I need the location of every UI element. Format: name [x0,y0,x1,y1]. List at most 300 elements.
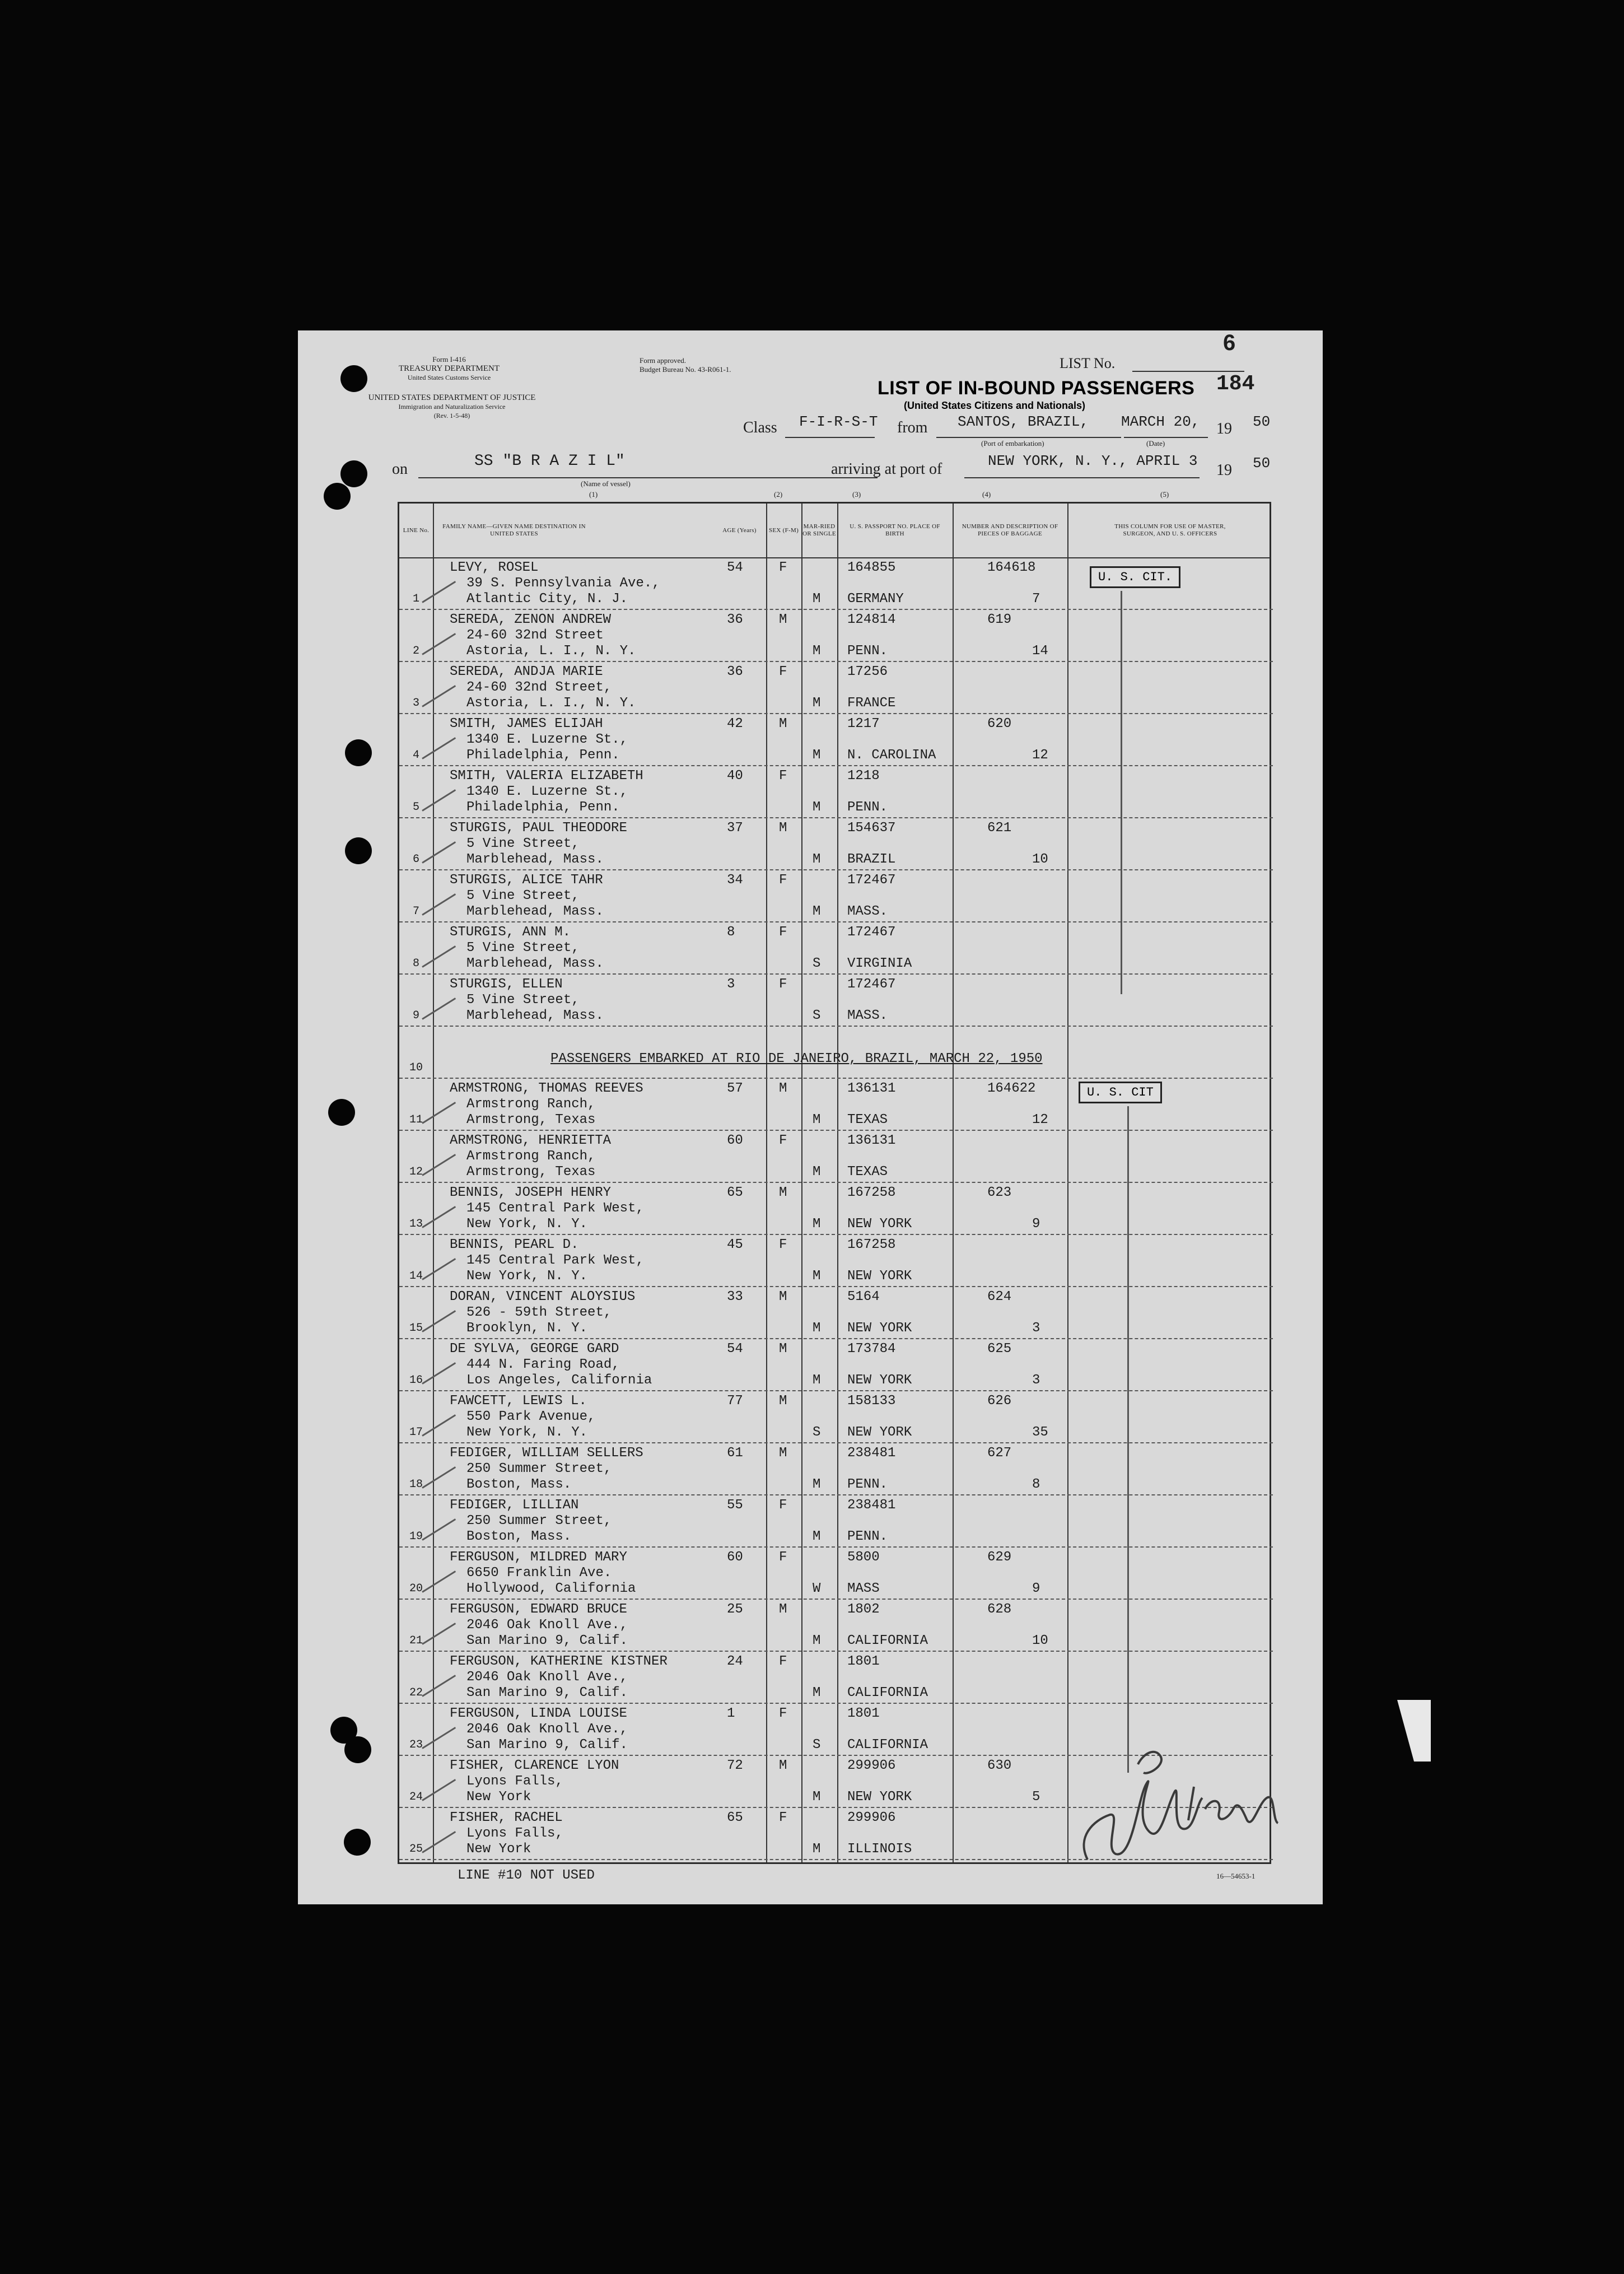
address-line-2: New York [466,1842,531,1857]
passenger-name: DE SYLVA, GEORGE GARD [450,1341,619,1357]
address-line-1: 250 Summer Street, [466,1461,612,1476]
line-number: 16 [409,1374,423,1387]
passport-number: 299906 [847,1758,896,1773]
passenger-name: FISHER, CLARENCE LYON [450,1758,619,1773]
place-of-birth: FRANCE [847,696,896,711]
marital-status: M [813,1269,821,1284]
passenger-name: STURGIS, ALICE TAHR [450,873,603,888]
baggage-pieces: 5 [1032,1790,1040,1805]
embark-port-value: SANTOS, BRAZIL, [958,413,1089,430]
address-line-2: Brooklyn, N. Y. [466,1321,588,1336]
address-line-2: Marblehead, Mass. [466,956,604,971]
passport-number: 124814 [847,612,896,627]
line-number: 10 [409,1061,423,1074]
passport-number: 172467 [847,925,896,940]
passport-number: 1802 [847,1602,880,1617]
age-value: 36 [727,664,743,679]
place-of-birth: CALIFORNIA [847,1633,928,1648]
col-header-married: MAR-RIED OR SINGLE [802,523,836,537]
address-line-1: 250 Summer Street, [466,1513,612,1529]
passport-number: 136131 [847,1081,896,1096]
marital-status: M [813,748,821,763]
passenger-name: STURGIS, ANN M. [450,925,571,940]
baggage-number: 630 [987,1758,1012,1773]
address-line-2: Astoria, L. I., N. Y. [466,644,636,659]
passport-number: 1801 [847,1654,880,1669]
address-line-2: Marblehead, Mass. [466,1008,604,1023]
place-of-birth: TEXAS [847,1112,888,1127]
baggage-number: 620 [987,716,1012,731]
passenger-name: SEREDA, ANDJA MARIE [450,664,603,679]
sex-value: F [779,1706,787,1721]
year-prefix: 19 [1216,420,1232,437]
age-value: 34 [727,873,743,888]
passport-number: 167258 [847,1237,896,1252]
us-citizen-stamp-1: U. S. CIT. [1090,566,1180,588]
address-line-2: Atlantic City, N. J. [466,591,628,607]
place-of-birth: MASS [847,1581,880,1596]
footer-code: 16—54653-1 [1216,1872,1256,1880]
col-num-2: (2) [774,490,783,498]
line-number: 23 [409,1739,423,1751]
age-value: 60 [727,1550,743,1565]
address-line-1: Armstrong Ranch, [466,1149,596,1164]
table-row [399,1340,1273,1391]
marital-status: S [813,1425,821,1440]
marital-status: M [813,1685,821,1700]
line-number: 6 [412,853,419,866]
sex-value: M [779,821,787,836]
age-value: 65 [727,1810,743,1825]
passport-number: 238481 [847,1446,896,1461]
address-line-1: 145 Central Park West, [466,1253,644,1268]
place-of-birth: BRAZIL [847,852,896,867]
marital-status: M [813,1373,821,1388]
line-number: 25 [409,1843,423,1856]
binder-hole [345,739,372,766]
address-line-2: Astoria, L. I., N. Y. [466,696,636,711]
place-of-birth: PENN. [847,1529,888,1544]
age-value: 54 [727,560,743,575]
passport-number: 172467 [847,873,896,888]
binder-hole [328,1099,355,1126]
marital-status: M [813,1529,821,1544]
sex-value: M [779,1081,787,1096]
table-row [399,663,1273,714]
sex-value: F [779,1654,787,1669]
baggage-pieces: 35 [1032,1425,1048,1440]
address-line-2: Hollywood, California [466,1581,636,1596]
marital-status: M [813,1477,821,1492]
line-number: 2 [412,645,419,658]
marital-status: M [813,1633,821,1648]
address-line-2: San Marino 9, Calif. [466,1737,628,1753]
baggage-pieces: 7 [1032,591,1040,607]
form-subtitle: (United States Citizens and Nationals) [904,400,1086,411]
table-row [399,1131,1273,1183]
table-row [399,923,1273,975]
address-line-2: Philadelphia, Penn. [466,748,620,763]
passport-number: 172467 [847,977,896,992]
address-line-1: 5 Vine Street, [466,888,580,903]
line-number: 7 [412,905,419,918]
table-row [399,1183,1273,1235]
line-number: 12 [409,1166,423,1178]
age-value: 36 [727,612,743,627]
arrival-year-prefix: 19 [1216,462,1232,479]
baggage-pieces: 12 [1032,1112,1048,1127]
address-line-1: 5 Vine Street, [466,836,580,851]
passport-number: 17256 [847,664,888,679]
sex-value: F [779,664,787,679]
sex-value: M [779,1602,787,1617]
manifest-page [298,330,1323,1904]
form-header-justice: UNITED STATES DEPARTMENT OF JUSTICE Immigration and Naturalization Service (Rev. 1-5-48) [368,393,536,420]
place-of-birth: ILLINOIS [847,1842,912,1857]
age-value: 55 [727,1498,743,1513]
address-line-2: New York, N. Y. [466,1217,588,1232]
table-row [399,1496,1273,1548]
address-line-1: 145 Central Park West, [466,1201,644,1216]
line-number: 21 [409,1634,423,1647]
col-header-passport: U. S. PASSPORT NO. PLACE OF BIRTH [850,523,940,537]
marital-status: M [813,1321,821,1336]
age-value: 8 [727,925,735,940]
line-number: 3 [412,697,419,710]
marital-status: M [813,1112,821,1127]
binder-hole [324,483,351,510]
passenger-name: DORAN, VINCENT ALOYSIUS [450,1289,636,1304]
table-row [399,871,1273,922]
address-line-2: Armstrong, Texas [466,1164,596,1180]
place-of-birth: VIRGINIA [847,956,912,971]
age-value: 3 [727,977,735,992]
address-line-1: 24-60 32nd Street [466,628,604,643]
age-value: 65 [727,1185,743,1200]
sex-value: M [779,1394,787,1409]
marital-status: M [813,800,821,815]
arrival-port-value: NEW YORK, N. Y., APRIL 3 [988,453,1198,469]
table-row [399,1444,1273,1495]
line-number: 9 [412,1009,419,1022]
line-number: 8 [412,957,419,970]
place-of-birth: MASS. [847,1008,888,1023]
address-line-2: Boston, Mass. [466,1529,572,1544]
table-row [399,819,1273,870]
address-line-2: New York, N. Y. [466,1269,588,1284]
address-line-1: 444 N. Faring Road, [466,1357,620,1372]
passenger-name: FAWCETT, LEWIS L. [450,1394,587,1409]
address-line-1: 39 S. Pennsylvania Ave., [466,576,660,591]
passport-number: 136131 [847,1133,896,1148]
place-of-birth: PENN. [847,644,888,659]
col-num-1: (1) [589,490,598,498]
passenger-name: FERGUSON, LINDA LOUISE [450,1706,627,1721]
marital-status: M [813,696,821,711]
age-value: 1 [727,1706,735,1721]
baggage-pieces: 9 [1032,1581,1040,1596]
baggage-number: 619 [987,612,1012,627]
passport-number: 299906 [847,1810,896,1825]
sex-value: M [779,1341,787,1357]
marital-status: M [813,852,821,867]
passenger-name: LEVY, ROSEL [450,560,539,575]
baggage-pieces: 3 [1032,1321,1040,1336]
place-of-birth: NEW YORK [847,1321,912,1336]
marital-status: W [813,1581,821,1596]
list-no-value: 184 [1216,372,1255,396]
year-value: 50 [1253,413,1271,430]
passenger-name: SMITH, JAMES ELIJAH [450,716,603,731]
col-num-3: (3) [852,490,861,498]
passenger-name: FERGUSON, MILDRED MARY [450,1550,627,1565]
footer-note: LINE #10 NOT USED [458,1868,595,1883]
line-number: 11 [409,1113,423,1126]
age-value: 33 [727,1289,743,1304]
table-row [399,767,1273,818]
passenger-name: STURGIS, PAUL THEODORE [450,821,627,836]
form-title: LIST OF IN-BOUND PASSENGERS [878,378,1195,399]
passport-number: 154637 [847,821,896,836]
baggage-number: 627 [987,1446,1012,1461]
line-number: 19 [409,1530,423,1543]
baggage-number: 625 [987,1341,1012,1357]
baggage-number: 626 [987,1394,1012,1409]
passport-number: 5800 [847,1550,880,1565]
col-header-age: AGE (Years) [722,526,757,534]
address-line-1: 526 - 59th Street, [466,1305,612,1320]
passport-number: 1801 [847,1706,880,1721]
address-line-1: 24-60 32nd Street, [466,680,612,695]
passport-number: 173784 [847,1341,896,1357]
line-number: 5 [412,801,419,814]
baggage-number: 621 [987,821,1012,836]
baggage-pieces: 8 [1032,1477,1040,1492]
marital-status: M [813,644,821,659]
marital-status: M [813,591,821,607]
baggage-number: 164622 [987,1081,1036,1096]
baggage-number: 164618 [987,560,1036,575]
binder-hole [340,460,367,487]
place-of-birth: MASS. [847,904,888,919]
baggage-pieces: 10 [1032,852,1048,867]
address-line-1: Armstrong Ranch, [466,1097,596,1112]
form-header-treasury: Form I-416 TREASURY DEPARTMENT United States Customs Service [398,355,500,381]
age-value: 54 [727,1341,743,1357]
line-number: 24 [409,1791,423,1804]
table-row [399,715,1273,766]
passenger-name: FEDIGER, LILLIAN [450,1498,579,1513]
table-row [399,1652,1273,1704]
sex-value: F [779,768,787,784]
address-line-1: 2046 Oak Knoll Ave., [466,1722,628,1737]
sex-value: F [779,977,787,992]
address-line-1: 6650 Franklin Ave. [466,1565,612,1581]
age-value: 60 [727,1133,743,1148]
col-header-name: FAMILY NAME—GIVEN NAME DESTINATION IN UNITED STATES [442,523,586,537]
vessel-value: SS "B R A Z I L" [474,453,625,470]
passenger-name: BENNIS, JOSEPH HENRY [450,1185,612,1200]
address-line-1: 550 Park Avenue, [466,1409,596,1424]
baggage-number: 628 [987,1602,1012,1617]
us-citizen-stamp-2: U. S. CIT [1079,1082,1162,1103]
address-line-2: Marblehead, Mass. [466,904,604,919]
passenger-name: BENNIS, PEARL D. [450,1237,579,1252]
address-line-1: 5 Vine Street, [466,940,580,956]
baggage-number: 623 [987,1185,1012,1200]
line-number: 18 [409,1478,423,1491]
sex-value: F [779,1498,787,1513]
age-value: 45 [727,1237,743,1252]
col-num-4: (4) [982,490,991,498]
col-header-officers: THIS COLUMN FOR USE OF MASTER, SURGEON, AND U. S. OFFICERS [1114,523,1226,537]
passport-number: 167258 [847,1185,896,1200]
binder-hole [344,1736,371,1763]
rio-embark-heading: PASSENGERS EMBARKED AT RIO DE JANEIRO, BRAZIL, MARCH 22, 1950 [550,1051,1043,1066]
place-of-birth: NEW YORK [847,1373,912,1388]
address-line-1: 5 Vine Street, [466,992,580,1008]
place-of-birth: NEW YORK [847,1269,912,1284]
address-line-1: 1340 E. Luzerne St., [466,784,628,799]
marital-status: M [813,1842,821,1857]
passenger-table [398,502,1271,1864]
col-header-sex: SEX (F-M) [768,526,799,534]
place-of-birth: CALIFORNIA [847,1685,928,1700]
baggage-pieces: 14 [1032,644,1048,659]
col-header-baggage: NUMBER AND DESCRIPTION OF PIECES OF BAGGAGE [962,523,1058,537]
age-value: 77 [727,1394,743,1409]
table-row [399,611,1273,662]
place-of-birth: N. CAROLINA [847,748,936,763]
address-line-2: San Marino 9, Calif. [466,1633,628,1648]
line-number: 20 [409,1582,423,1595]
marital-status: S [813,1008,821,1023]
sex-value: M [779,612,787,627]
age-value: 25 [727,1602,743,1617]
table-row [399,1288,1273,1339]
list-no-label: LIST No. [1060,355,1116,371]
passenger-name: ARMSTRONG, HENRIETTA [450,1133,612,1148]
sex-value: M [779,716,787,731]
address-line-1: Lyons Falls, [466,1774,563,1789]
marital-status: S [813,956,821,971]
table-row [399,1392,1273,1443]
sex-value: M [779,1446,787,1461]
passenger-name: STURGIS, ELLEN [450,977,563,992]
page-number: 6 [1223,330,1236,355]
vessel-caption: (Name of vessel) [581,479,631,488]
address-line-2: New York, N. Y. [466,1425,588,1440]
arrival-year-value: 50 [1253,455,1271,472]
embark-caption: (Port of embarkation) [981,439,1044,448]
sex-value: F [779,925,787,940]
place-of-birth: TEXAS [847,1164,888,1180]
address-line-2: Armstrong, Texas [466,1112,596,1127]
paper-edge [1397,1700,1431,1762]
passport-number: 164855 [847,560,896,575]
passenger-name: SMITH, VALERIA ELIZABETH [450,768,643,784]
age-value: 42 [727,716,743,731]
address-line-2: Los Angeles, California [466,1373,652,1388]
passenger-name: ARMSTRONG, THOMAS REEVES [450,1081,643,1096]
address-line-2: Marblehead, Mass. [466,852,604,867]
passenger-name: FEDIGER, WILLIAM SELLERS [450,1446,643,1461]
address-line-2: Philadelphia, Penn. [466,800,620,815]
line-number: 13 [409,1218,423,1231]
sex-value: F [779,1237,787,1252]
baggage-pieces: 10 [1032,1633,1048,1648]
line-number: 22 [409,1686,423,1699]
passenger-name: FERGUSON, EDWARD BRUCE [450,1602,627,1617]
line-number: 17 [409,1426,423,1439]
place-of-birth: CALIFORNIA [847,1737,928,1753]
passenger-name: SEREDA, ZENON ANDREW [450,612,612,627]
line-number: 14 [409,1270,423,1283]
sex-value: F [779,873,787,888]
col-num-5: (5) [1160,490,1169,498]
baggage-pieces: 3 [1032,1373,1040,1388]
table-row [399,1600,1273,1652]
marital-status: S [813,1737,821,1753]
address-line-1: Lyons Falls, [466,1826,563,1841]
baggage-number: 624 [987,1289,1012,1304]
age-value: 24 [727,1654,743,1669]
sex-value: F [779,560,787,575]
binder-hole [340,365,367,392]
place-of-birth: GERMANY [847,591,904,607]
line-number: 15 [409,1322,423,1335]
place-of-birth: NEW YORK [847,1425,912,1440]
table-row [399,975,1273,1027]
passport-number: 5164 [847,1289,880,1304]
officer-signature [1054,1731,1289,1876]
age-value: 40 [727,768,743,784]
address-line-1: 2046 Oak Knoll Ave., [466,1618,628,1633]
binder-hole [344,1829,371,1856]
class-label: Class [743,419,777,436]
passport-number: 158133 [847,1394,896,1409]
address-line-2: New York [466,1790,531,1805]
baggage-number: 629 [987,1550,1012,1565]
age-value: 57 [727,1081,743,1096]
sex-value: F [779,1550,787,1565]
marital-status: M [813,1164,821,1180]
sex-value: F [779,1133,787,1148]
line-number: 4 [412,749,419,762]
place-of-birth: NEW YORK [847,1790,912,1805]
arriving-label: arriving at port of [831,460,942,478]
passport-number: 1217 [847,716,880,731]
address-line-2: San Marino 9, Calif. [466,1685,628,1700]
sex-value: M [779,1758,787,1773]
marital-status: M [813,1217,821,1232]
class-value: F-I-R-S-T [799,413,878,430]
marital-status: M [813,1790,821,1805]
table-row [399,1236,1273,1287]
sex-value: M [779,1289,787,1304]
age-value: 37 [727,821,743,836]
passenger-name: FISHER, RACHEL [450,1810,563,1825]
embark-date-value: MARCH 20, [1121,413,1200,430]
passport-number: 1218 [847,768,880,784]
baggage-pieces: 9 [1032,1217,1040,1232]
address-line-1: 1340 E. Luzerne St., [466,732,628,747]
line-number: 1 [412,593,419,605]
table-row [399,1548,1273,1600]
col-header-line: LINE No. [403,526,430,534]
place-of-birth: NEW YORK [847,1217,912,1232]
on-label: on [392,460,408,478]
